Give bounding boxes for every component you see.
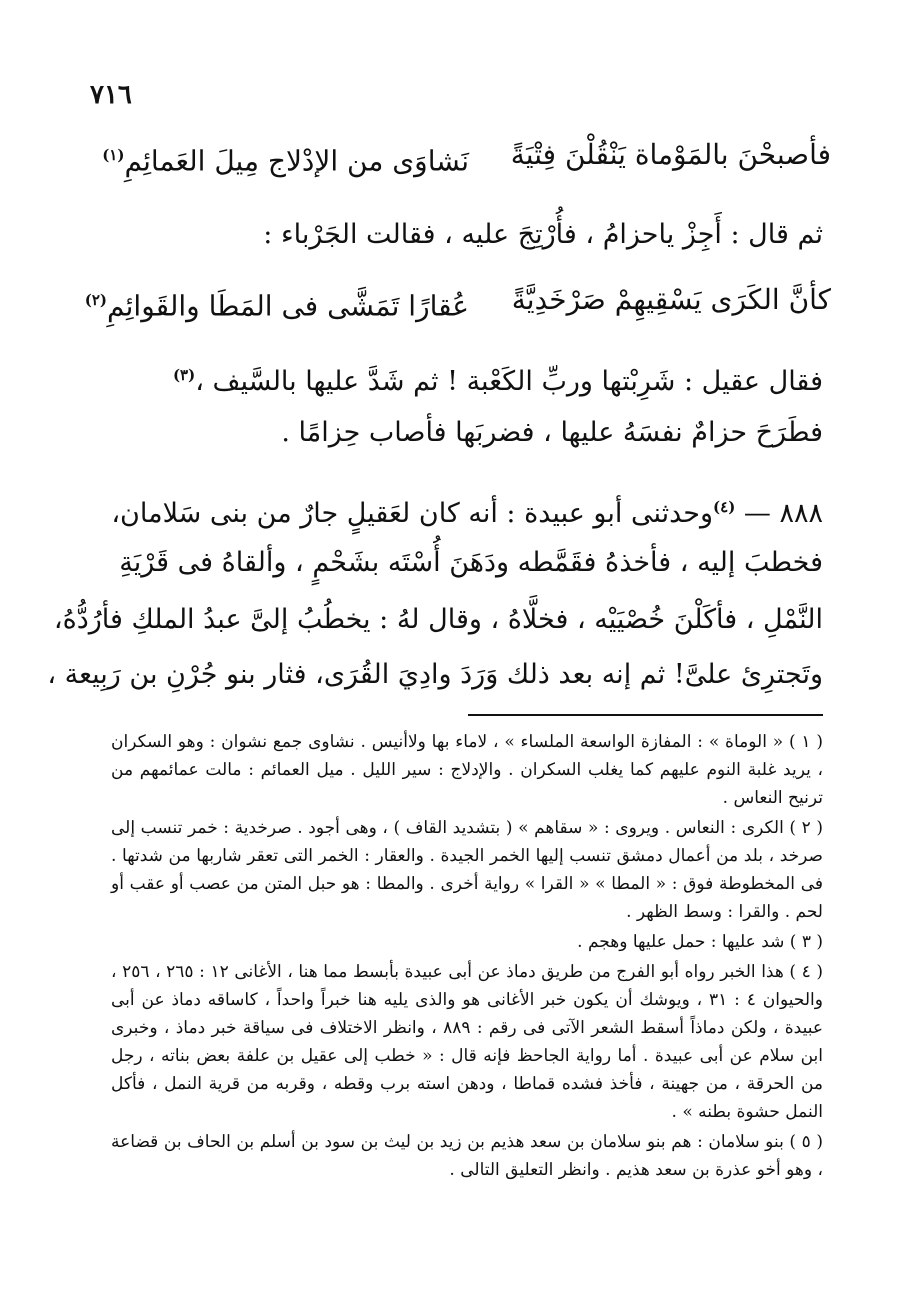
story-888-line-2: فخطبَ إليه ، فأخذهُ فقَمَّطه ودَهَنَ أُسْتَه بشَحْمٍ ، وألقاهُ فى قَرْيَةِ (119, 547, 823, 578)
page-number: ٧١٦ (90, 80, 132, 110)
footnote-ref-4: (٤) (713, 498, 736, 516)
verse-1-second-hemistich (102, 135, 469, 181)
story-888-line-1 (113, 487, 823, 534)
verse-1-text: نَشاوَى من الإدْلاج مِيلَ العَمائِمِ (124, 144, 469, 178)
prose-2-line-2: فطَرَحَ حزامٌ نفسَهُ عليها ، فضربَها فأصاب حِزامًا . (281, 417, 823, 448)
footnote-3: ( ٣ ) شد عليها : حمل عليها وهجم . (577, 932, 823, 952)
story-888-line-3: النَّمْلِ ، فأكَلْنَ خُصْيَيْه ، فخلَّاهُ ، وقال لهُ : يخطُبُ إلىَّ عبدُ الملكِ فأرُدُّهُ، (53, 604, 823, 635)
footnotes (111, 728, 823, 1186)
story-888-line-4: وتَجترِئ علىَّ! ثم إنه بعد ذلك وَرَدَ وادِيَ القُرَى، فثار بنو جُرْنِ بن رَبِيعة ، (47, 659, 823, 690)
footnote-ref-2: (٢) (84, 291, 107, 309)
footnote-5: ( ٥ ) بنو سلامان : هم بنو سلامان بن سعد هذيم بن زيد بن ليث بن سود بن أسلم بن الحاف بن قضاعة ، وهو أخو عذرة بن سعد هذيم . وانظر التعليق التالى . (111, 1132, 823, 1180)
footnote-2: ( ٢ ) الكرى : النعاس . ويروى : « سقاهم » ( بتشديد القاف ) ، وهى أجود . صرخدية : خمر تنسب إلى صرخد ، بلد من أعمال دمشق تنسب إليها الخمر الجيدة . والعقار : الخمر التى تعقر شاربها من شدتها . فى المخطوطة فوق : « المطا » « القرا » رواية أخرى . والمطا : هو حبل المتن من عصب أو عقب أو لحم . والقرا : وسط الظهر . (111, 818, 823, 922)
verse-1-first-hemistich: فأصبحْنَ بالمَوْماة يَنْقُلْنَ فِتْيَةً (510, 138, 831, 171)
story-number: ٨٨٨ — (735, 498, 823, 529)
verse-2-second-hemistich (85, 280, 469, 326)
story-text-1: وحدثنى أبو عبيدة : أنه كان لعَقيلٍ جارٌ من بنى سَلامان، (111, 498, 714, 529)
footnote-divider (468, 714, 823, 716)
footnote-1: ( ١ ) « الوماة » : المفازة الواسعة الملساء » ، لاماء بها ولاأنيس . نشاوى جمع نشوان : وهو السكران ، يريد غلبة النوم عليهم كما يغلب السكران . والإدلاج : سير الليل . ميل العمائم : مالت عمائمهم من ترنيح النعاس . (111, 732, 823, 808)
verse-2-text: عُقارًا تَمَشَّى فى المَطَا والقَوائِمِ (107, 289, 469, 323)
prose-line-1: ثم قال : أَجِزْ ياحزامُ ، فأُرْتِجَ عليه ، فقالت الجَرْباء : (263, 219, 823, 250)
footnote-ref-3: (٣) (172, 366, 196, 384)
footnote-4: ( ٤ ) هذا الخبر رواه أبو الفرج من طريق دماذ عن أبى عبيدة بأبسط مما هنا ، الأغانى ١٢ : ٢٦٥ ، ٢٥٦ ، والحيوان ٤ : ٣١ ، ويوشك أن يكون خبر الأغانى هو والذى يليه هنا خبراً واحداً ، كاساقه دماذ عن أبى عبيدة ، ولكن دماذاً أسقط الشعر الآتى فى رقم : ٨٨٩ ، وانظر الاختلاف فى سياقة خبر دماذ ، وخبرى ابن سلام عن أبى عبيدة . أما رواية الجاحظ فإنه قال : « خطب إلى عقيل بن علفة بعض بناته ، رجل من الحرقة ، من جهينة ، فأخذ فشده قماطا ، ودهن استه برب وقطه ، وقربه من قرية النمل ، فأكل النمل حشوة بطنه » . (111, 962, 824, 1122)
footnote-ref-1: (١) (102, 146, 125, 164)
prose-2-text: فقال عقيل : شَرِبْتها وربِّ الكَعْبة ! ثم شَدَّ عليها بالسَّيف ، (195, 366, 823, 397)
verse-2-first-hemistich: كأنَّ الكَرَى يَسْقِيهِمْ صَرْخَدِيَّةً (511, 283, 831, 316)
prose-2-line-1 (113, 355, 823, 402)
